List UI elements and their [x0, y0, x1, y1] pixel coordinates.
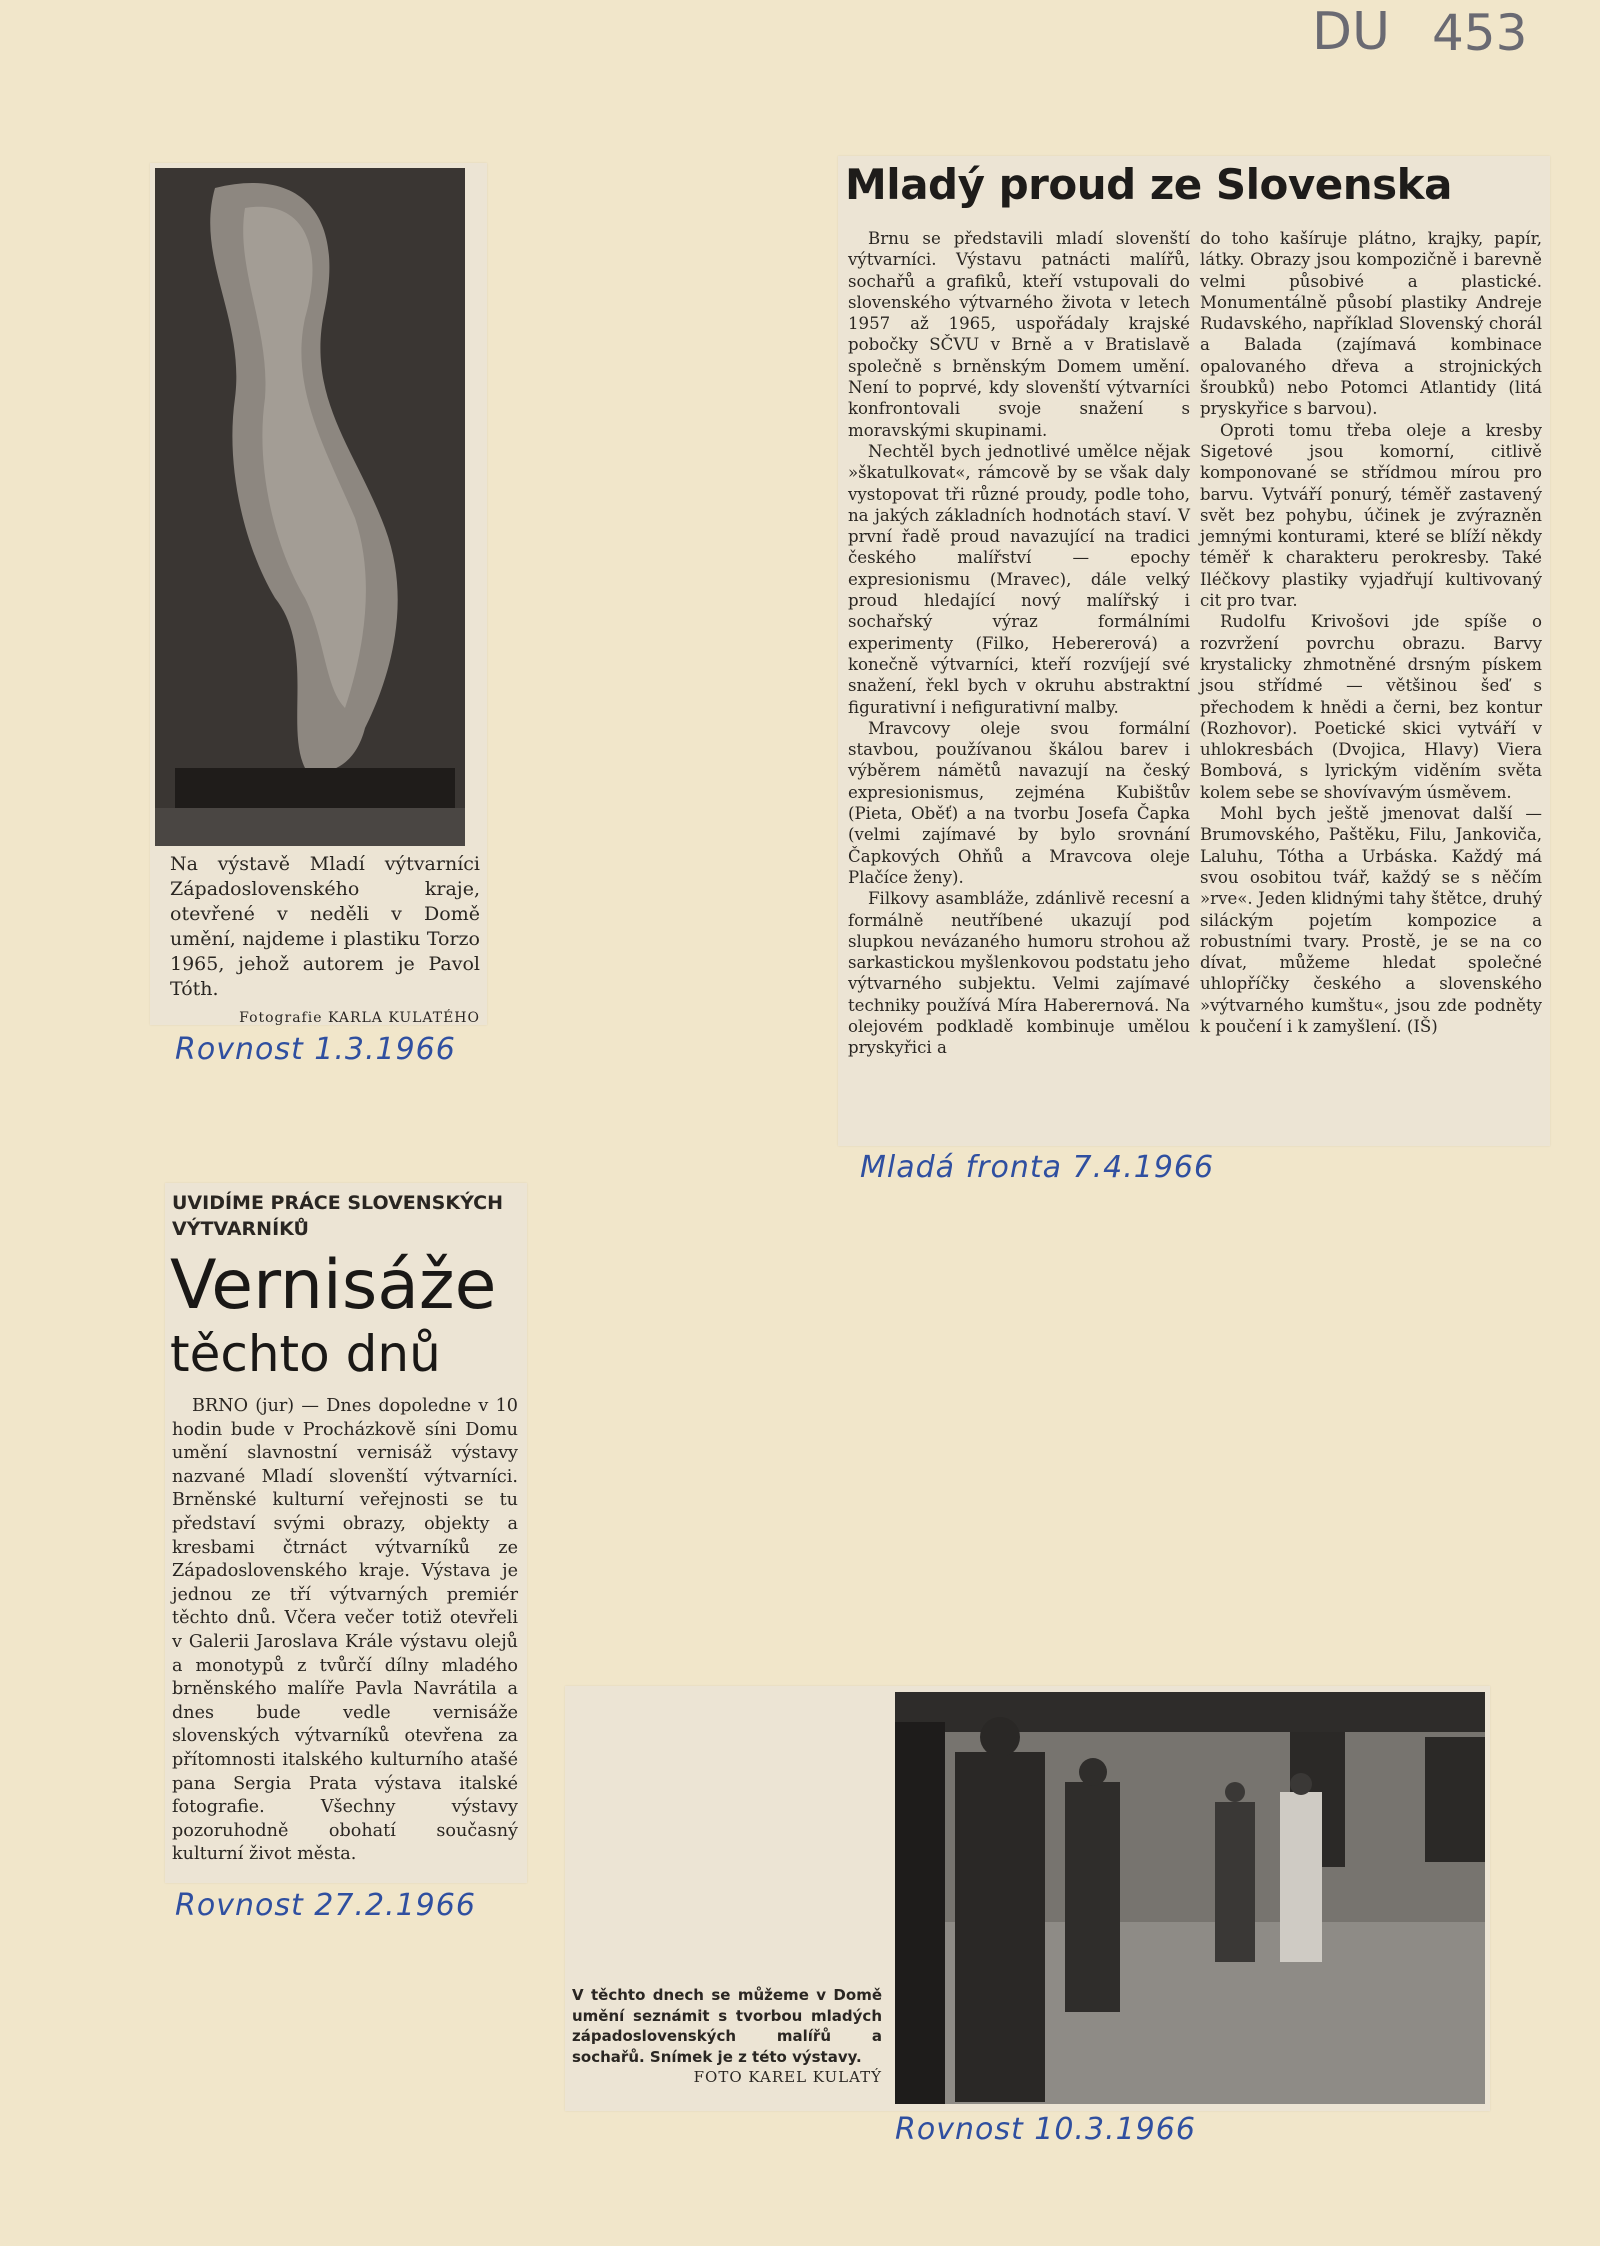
- sculpture-caption: [170, 852, 480, 1031]
- paragraph: do toho kašíruje plátno, krajky, papír, látky. Obrazy jsou kompozičně i barevně velmi působivé a plastické. Monumentálně působí plastiky Andreje Rudavského, například Slovenský chorál a Balada (zajímavá kombinace opalovaného dřeva a strojnických šroubků) nebo Potomci Atlantidy (litá pryskyřice s barvou).: [1200, 229, 1542, 419]
- paragraph: Mravcovy oleje svou formální stavbou, používanou škálou barev i výběrem námětů navazují na český expresionismus, zejména Kubištův (Pieta, Oběť) a na tvorbu Josefa Čapka (velmi zajímavé by bylo srovnání Čapkových Ohňů a Mravcova oleje Plačíce ženy).: [848, 718, 1190, 887]
- caption-text: Na výstavě Mladí výtvarníci Západoslovenského kraje, otevřené v neděli v Domě umění, najdeme i plastiku Torzo 1965, jehož autorem je Pavol Tóth.: [170, 853, 480, 1000]
- photo-credit: FOTO KAREL KULATÝ: [693, 2068, 882, 2086]
- paragraph: Oproti tomu třeba oleje a kresby Sigetové jsou komorní, citlivě komponované se střídmou mírou pro barvu. Vytváří ponurý, téměř zastavený svět bez pohybu, účinek je zvýrazněn jemnými konturami, které se blíží někdy téměř k charakteru perokresby. Také Iléčkovy plastiky vyjadřují kultivovaný cit pro tvar.: [1200, 420, 1542, 611]
- kicker: UVIDÍME PRÁCE SLOVENSKÝCH VÝTVARNÍKŮ: [172, 1192, 504, 1240]
- headline-line-2: těchto dnů: [170, 1325, 441, 1383]
- caption-text: V těchto dnech se můžeme v Domě umění seznámit s tvorbou mladých západoslovenských malířů a sochařů. Snímek je z této výstavy.: [572, 1986, 882, 2066]
- article-title: Mladý proud ze Slovenska: [845, 160, 1452, 209]
- source-note: Mladá fronta 7.4.1966: [860, 1150, 1215, 1185]
- exhibition-photo: [895, 1692, 1485, 2104]
- paragraph: Mohl bych ještě jmenovat další — Brumovského, Paštěku, Filu, Jankoviča, Laluhu, Tótha a Urbáska. Každý má svou osobitou tvář, každý se s něčím »rve«. Jeden klidnými tahy štětce, druhý siláckým pojetím kompozice a robustními tvary. Prostě, je se na co dívat, můžeme hledat společné uhlopříčky českého a slovenského »výtvarného kumštu«, jsou zde podněty k poučení i k zamyšlení. (IŠ): [1200, 804, 1542, 1036]
- sculpture-photo: [155, 168, 465, 846]
- photo-credit: Fotografie KARLA KULATÉHO: [239, 1010, 480, 1026]
- archive-number: 453: [1432, 4, 1528, 62]
- source-note: Rovnost 27.2.1966: [175, 1888, 476, 1923]
- exhibition-illustration: [895, 1692, 1485, 2104]
- archive-label: DU: [1312, 2, 1391, 62]
- paragraph: Rudolfu Krivošovi jde spíše o rozvržení povrchu obrazu. Barvy krystalicky zhmotněné drsným pískem jsou střídmé — většinou šeď s přechodem k hnědi a černi, bez kontur (Rozhovor). Poetické skici vytváří v uhlokresbách (Dvojica, Hlavy) Viera Bombová, s lyrickým viděním světa kolem sebe se shovívavým úsměvem.: [1200, 612, 1542, 802]
- paragraph: Brnu se představili mladí slovenští výtvarníci. Výstavu patnácti malířů, sochařů a grafiků, kteří vstupovali do slovenského výtvarného života v letech 1957 až 1965, uspořádaly krajské pobočky SČVU v Brně a v Bratislavě společně s brněnským Domem umění. Není to poprvé, kdy slovenští výtvarníci konfrontovali svoje snažení s moravskými skupinami.: [848, 229, 1190, 440]
- source-note: Rovnost 1.3.1966: [175, 1032, 456, 1067]
- vernisaze-body: [172, 1395, 518, 1867]
- headline-line-1: Vernisáže: [170, 1246, 497, 1325]
- paragraph: Nechtěl bych jednotlivé umělce nějak »škatulkovat«, rámcově by se však daly vystopovat tři různé proudy, podle toho, na jakých základních hodnotách staví. V první řadě proud navazující na tradici českého malířství — epochy expresionismu (Mravec), dále velký proud hledající nový malířský i sochařský výraz formálními experimenty (Filko, Hebererová) a konečně výtvarníci, kteří rozvíjejí své snažení, řekl bych v okruhu abstraktní figurativní i nefigurativní malby.: [848, 441, 1190, 717]
- exhibition-caption: [572, 1985, 882, 2088]
- headline: [170, 1246, 497, 1390]
- sculpture-illustration: [155, 168, 465, 846]
- paragraph: BRNO (jur) — Dnes dopoledne v 10 hodin bude v Procházkově síni Domu umění slavnostní vernisáž výstavy nazvané Mladí slovenští výtvarníci. Brněnské kulturní veřejnosti se tu představí svými obrazy, objekty a kresbami čtrnáct výtvarníků ze Západoslovenského kraje. Výstava je jednou ze tří výtvarných premiér těchto dnů. Včera večer totiž otevřeli v Galerii Jaroslava Krále výstavu olejů a monotypů z tvůrčí dílny mladého brněnského malíře Pavla Navrátila a dnes bude vedle vernisáže slovenských výtvarníků otevřena za přítomnosti italského kulturního atašé pana Sergia Prata výstava italské fotografie. Všechny výstavy pozoruhodně obohatí současný kulturní život města.: [172, 1396, 518, 1865]
- source-note: Rovnost 10.3.1966: [895, 2112, 1196, 2147]
- paragraph: Filkovy asambláže, zdánlivě recesní a formálně neutříbené ukazují pod slupkou nevázaného humoru strohou až sarkastickou myšlenkovou podstatu jeho výtvarného subjektu. Velmi zajímavé techniky používá Míra Haberernová. Na olejovém podkladě kombinuje umělou pryskyřici a: [848, 889, 1190, 1058]
- article-column-right: [1200, 228, 1542, 1037]
- article-column-left: [848, 228, 1190, 1059]
